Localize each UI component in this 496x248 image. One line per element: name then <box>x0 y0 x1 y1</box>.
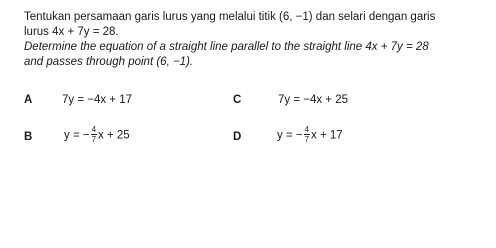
option-b-lhs: y = − <box>64 129 90 142</box>
option-b-fraction <box>91 125 97 144</box>
option-b-denominator: 7 <box>91 135 97 144</box>
option-d-rhs: x + 17 <box>311 129 343 142</box>
option-b-text[interactable] <box>64 126 130 145</box>
option-d-lhs: y = − <box>277 129 303 142</box>
question-english-line-1: Determine the equation of a straight line parallel to the straight line 4x + 7y = 28 <box>24 41 429 53</box>
option-c-letter[interactable]: C <box>233 94 242 106</box>
question-malay-line-2: lurus 4x + 7y = 28. <box>24 26 119 38</box>
option-b-rhs: x + 25 <box>98 129 130 142</box>
option-a-letter[interactable]: A <box>24 94 33 106</box>
question-english-line-2: and passes through point (6, −1). <box>24 56 194 68</box>
question-malay-line-1: Tentukan persamaan garis lurus yang melalui titik (6, −1) dan selari dengan garis <box>24 11 436 23</box>
option-d-numerator: 4 <box>304 125 310 134</box>
option-c-text[interactable]: 7y = −4x + 25 <box>278 94 349 106</box>
option-d-fraction <box>304 125 310 144</box>
option-b-numerator: 4 <box>91 125 97 134</box>
option-d-text[interactable] <box>277 126 343 145</box>
option-d-letter[interactable]: D <box>233 131 242 143</box>
option-b-letter[interactable]: B <box>24 131 33 143</box>
option-d-denominator: 7 <box>304 135 310 144</box>
option-a-text[interactable]: 7y = −4x + 17 <box>62 94 133 106</box>
